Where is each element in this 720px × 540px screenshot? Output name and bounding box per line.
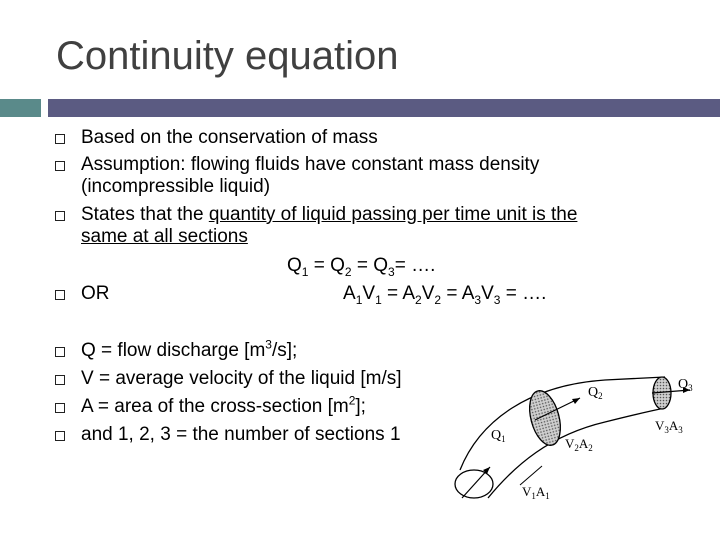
pipe-wall-upper xyxy=(460,377,665,470)
label-q3: $Q_3$ xyxy=(678,377,693,393)
definition-a: A = area of the cross-section $[m^2]$; xyxy=(81,393,366,417)
label-q2: $Q_2$ xyxy=(588,385,603,401)
label-v3a3: $V_3A_3$ xyxy=(655,418,683,435)
bullet-text: OR xyxy=(81,283,110,304)
equation-discharge: $Q_1 = Q_2 = Q_3=$ …. xyxy=(287,255,436,279)
section-2-ellipse xyxy=(524,387,566,448)
definition-v: V = average velocity of the liquid [m/s] xyxy=(81,368,402,389)
bullet-marker xyxy=(55,161,65,171)
label-v2a2: $V_2A_2$ xyxy=(565,436,593,453)
pipe-flow-diagram xyxy=(440,360,710,510)
bullet-text-cont: same at all sections xyxy=(81,226,248,247)
v1a1-leader xyxy=(520,466,542,485)
slide-title: Continuity equation xyxy=(56,34,399,78)
title-rule-accent xyxy=(0,99,41,117)
bullet-text-plain: States that the xyxy=(81,204,209,225)
bullet-marker xyxy=(55,290,65,300)
bullet-text-underlined: quantity of liquid passing per time unit is the xyxy=(208,204,578,225)
label-q1: $Q_1$ xyxy=(491,428,506,444)
bullet-text: Based on the conservation of mass xyxy=(81,127,378,148)
definition-q: Q = flow discharge $[m^3/s]$; xyxy=(81,337,298,361)
bullet-marker xyxy=(55,347,65,357)
bullet-text xyxy=(81,204,577,226)
title-rule xyxy=(48,99,720,117)
bullet-marker xyxy=(55,375,65,385)
definition-sections: and 1, 2, 3 = the number of sections 1 xyxy=(81,424,401,445)
bullet-marker xyxy=(55,431,65,441)
pipe-wall-lower xyxy=(488,408,665,498)
bullet-marker xyxy=(55,134,65,144)
bullet-marker xyxy=(55,403,65,413)
bullet-text: Assumption: flowing fluids have constant mass density xyxy=(81,154,540,175)
label-v1a1: $V_1A_1$ xyxy=(522,484,550,501)
equation-area-velocity: $A_1V_1 = A_2V_2 = A_3V_3$ = …. xyxy=(343,283,547,307)
bullet-text-cont: (incompressible liquid) xyxy=(81,176,271,197)
bullet-marker xyxy=(55,211,65,221)
